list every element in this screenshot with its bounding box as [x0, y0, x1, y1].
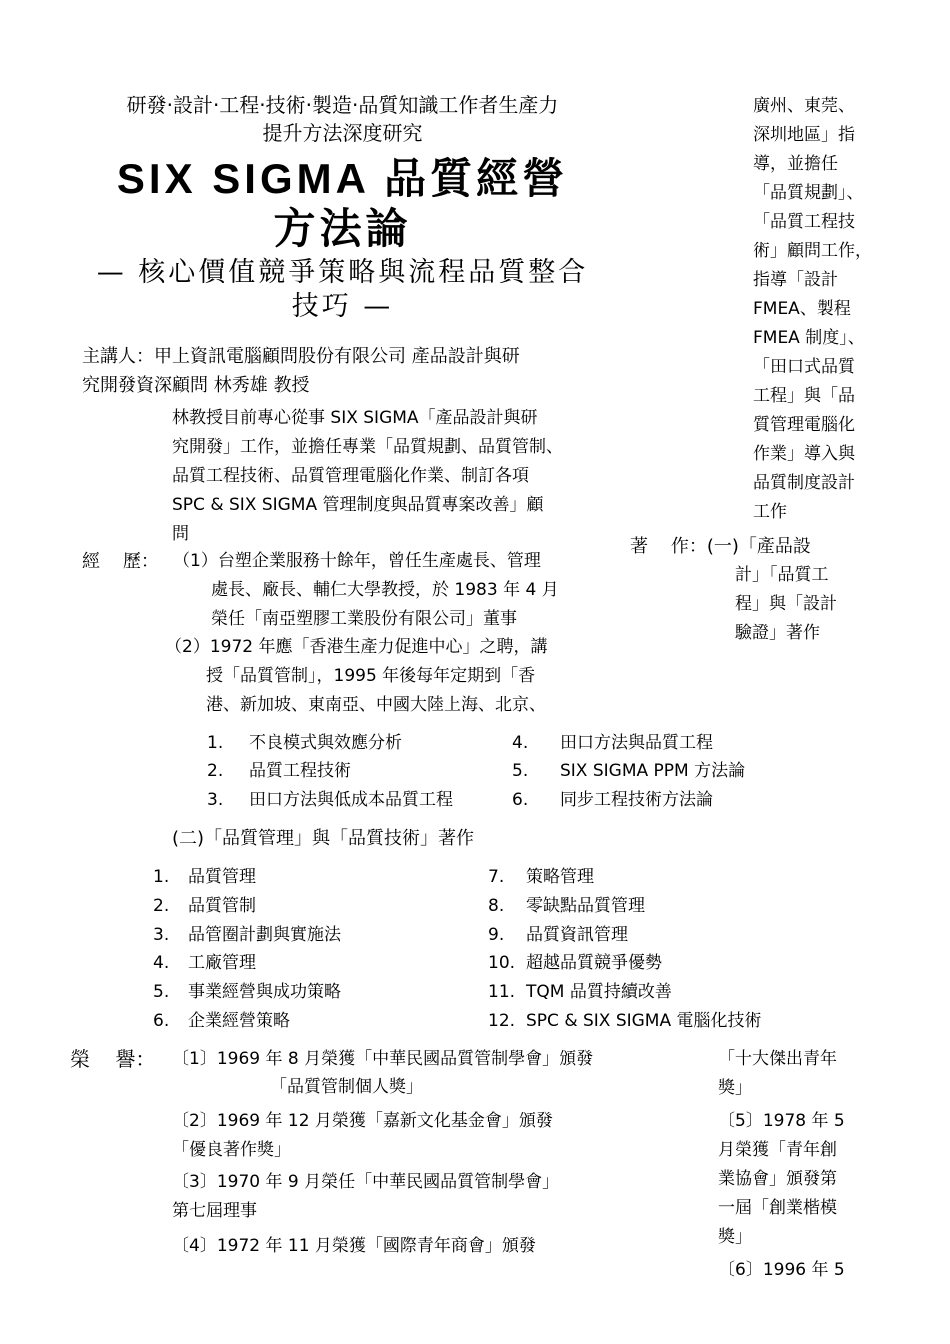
right-column-text	[753, 92, 943, 527]
list-number: 6.	[153, 1011, 170, 1031]
list-number: 9.	[488, 925, 505, 945]
list-number: 5.	[512, 761, 529, 781]
works-line: 計」「品質工	[735, 565, 829, 585]
list-text: 工廠管理	[188, 953, 256, 973]
right-column-line: 品質制度設計	[753, 473, 855, 493]
intro-line: 問	[172, 524, 189, 544]
honors-right-line: 月榮獲「青年創	[718, 1140, 837, 1160]
intro-line: SPC & SIX SIGMA 管理制度與品質專案改善」顧	[172, 495, 544, 515]
list-text: SIX SIGMA PPM 方法論	[560, 761, 746, 781]
list-item	[512, 787, 713, 813]
experience-line: 港、新加坡、東南亞、中國大陸上海、北京、	[206, 695, 546, 715]
speaker-line2: 究開發資深顧問 林秀雄 教授	[82, 375, 310, 396]
list-item	[207, 758, 351, 784]
list-number: 7.	[488, 867, 505, 887]
right-column-line: 作業」導入與	[753, 444, 855, 464]
works-line1: (一)「產品設	[706, 536, 811, 557]
honor-1: 〔1〕1969 年 8 月榮獲「中華民國品質管制學會」頒發	[172, 1049, 594, 1069]
experience-line: 授「品質管制」，1995 年後每年定期到「香	[206, 666, 536, 686]
list-item	[153, 950, 256, 976]
right-column-line: 指導「設計	[753, 270, 838, 290]
list-item	[207, 730, 402, 756]
honors-right-line: 獎」	[718, 1078, 752, 1098]
list-text: TQM 品質持續改善	[526, 982, 672, 1002]
list-text: 不良模式與效應分析	[249, 733, 402, 753]
list-item	[488, 922, 628, 948]
list-text: 田口方法與低成本品質工程	[249, 790, 453, 810]
intro-line: 林教授目前專心從事 SIX SIGMA「產品設計與研	[172, 408, 538, 428]
experience-item1	[173, 547, 613, 634]
works-label: 著 作：	[630, 536, 707, 557]
works-continuation	[735, 561, 935, 648]
list-number: 8.	[488, 896, 505, 916]
honor-1-cont: 「品質管制個人獎」	[270, 1077, 423, 1097]
experience-line: （1）台塑企業服務十餘年，曾任生產處長、管理	[173, 551, 541, 571]
speaker-line1: 主講人：甲上資訊電腦顧問股份有限公司 產品設計與研	[82, 346, 520, 367]
list-item	[488, 979, 672, 1005]
right-column-line: 廣州、東莞、	[753, 96, 855, 116]
list-item	[153, 864, 256, 890]
honors-right-line: 業協會」頒發第	[718, 1169, 837, 1189]
list-text: 品質管理	[188, 867, 256, 887]
experience-label: 經 歷：	[82, 551, 159, 572]
title-line2: 方法論	[273, 205, 412, 252]
title-line1: SIX SIGMA 品質經營	[116, 155, 569, 202]
list-number: 10.	[488, 953, 516, 973]
experience-line: 榮任「南亞塑膠工業股份有限公司」董事	[211, 609, 517, 629]
works2-heading: (二)「品質管理」與「品質技術」著作	[172, 828, 475, 849]
honor-3: 〔3〕1970 年 9 月榮任「中華民國品質管制學會」	[172, 1172, 560, 1192]
list-text: 同步工程技術方法論	[560, 790, 713, 810]
experience-line: （2）1972 年應「香港生產力促進中心」之聘，講	[165, 637, 548, 657]
list-text: 事業經營與成功策略	[188, 982, 341, 1002]
subtitle-line1: — 核心價值競爭策略與流程品質整合	[96, 257, 589, 288]
experience-line: 處長、廠長、輔仁大學教授，於 1983 年 4 月	[211, 580, 559, 600]
list-text: 品質管制	[188, 896, 256, 916]
list-text: 企業經營策略	[188, 1011, 290, 1031]
header-line2: 提升方法深度研究	[262, 121, 423, 145]
honor-4: 〔4〕1972 年 11 月榮獲「國際青年商會」頒發	[172, 1236, 536, 1256]
list-item	[488, 864, 594, 890]
list-text: 品質資訊管理	[526, 925, 628, 945]
list-item	[512, 730, 713, 756]
list-item	[488, 950, 662, 976]
list-item	[153, 1008, 290, 1034]
header-line1: 研發‧設計‧工程‧技術‧製造‧品質知識工作者生產力	[126, 93, 559, 117]
honors-label: 榮 譽：	[70, 1047, 156, 1071]
intro-line: 究開發」工作，並擔任專業「品質規劃、品質管制、	[172, 437, 563, 457]
honors-right-line: 〔6〕1996 年 5	[718, 1260, 845, 1280]
intro-paragraph	[172, 404, 612, 549]
right-column-line: 導，並擔任	[753, 154, 838, 174]
right-column-line: 質管理電腦化	[753, 415, 855, 435]
list-number: 1.	[207, 733, 224, 753]
list-text: 田口方法與品質工程	[560, 733, 713, 753]
list-text: 策略管理	[526, 867, 594, 887]
works-line: 驗證」著作	[735, 623, 820, 643]
list-number: 1.	[153, 867, 170, 887]
right-column-line: 「品質規劃」、	[753, 183, 864, 203]
list-number: 6.	[512, 790, 529, 810]
list-item	[153, 893, 256, 919]
list-item	[488, 893, 645, 919]
intro-line: 品質工程技術、品質管理電腦化作業、制訂各項	[172, 466, 529, 486]
works-line: 程」與「設計	[735, 594, 837, 614]
honors-right-line: 〔5〕1978 年 5	[718, 1111, 845, 1131]
list-number: 2.	[207, 761, 224, 781]
honors-right-line: 「十大傑出青年	[718, 1049, 837, 1069]
honor-3-cont: 第七屆理事	[172, 1201, 257, 1221]
speaker-block	[82, 342, 612, 400]
works-label-row	[630, 532, 811, 561]
list-item	[153, 979, 341, 1005]
right-column-line: 工程」與「品	[753, 386, 855, 406]
list-item	[153, 922, 341, 948]
list-text: 品管圈計劃與實施法	[188, 925, 341, 945]
right-column-line: 術」顧問工作，	[753, 241, 872, 261]
list-number: 12.	[488, 1011, 516, 1031]
honors-right-line: 獎」	[718, 1227, 752, 1247]
list-item	[512, 758, 745, 784]
right-column-line: FMEA 制度」、	[753, 328, 865, 348]
list-number: 4.	[153, 953, 170, 973]
list-number: 5.	[153, 982, 170, 1002]
list-text: 品質工程技術	[249, 761, 351, 781]
list-number: 3.	[207, 790, 224, 810]
experience-item2	[165, 633, 615, 720]
right-column-line: 工作	[753, 502, 787, 522]
list-text: SPC & SIX SIGMA 電腦化技術	[526, 1011, 762, 1031]
list-number: 2.	[153, 896, 170, 916]
honors-right-line: 一屆「創業楷模	[718, 1198, 837, 1218]
honor-2-cont: 「優良著作獎」	[172, 1140, 291, 1160]
right-column-line: FMEA、製程	[753, 299, 851, 319]
honor-2: 〔2〕1969 年 12 月榮獲「嘉新文化基金會」頒發	[172, 1111, 553, 1131]
list-number: 11.	[488, 982, 516, 1002]
list-item	[488, 1008, 762, 1034]
right-column-line: 「田口式品質	[753, 357, 855, 377]
right-column-line: 「品質工程技	[753, 212, 855, 232]
list-number: 3.	[153, 925, 170, 945]
list-text: 超越品質競爭優勢	[526, 953, 662, 973]
honors-right-column	[718, 1045, 918, 1285]
subtitle-line2: 技巧 —	[291, 291, 394, 322]
list-item	[207, 787, 453, 813]
list-text: 零缺點品質管理	[526, 896, 645, 916]
list-number: 4.	[512, 733, 529, 753]
right-column-line: 深圳地區」指	[753, 125, 855, 145]
